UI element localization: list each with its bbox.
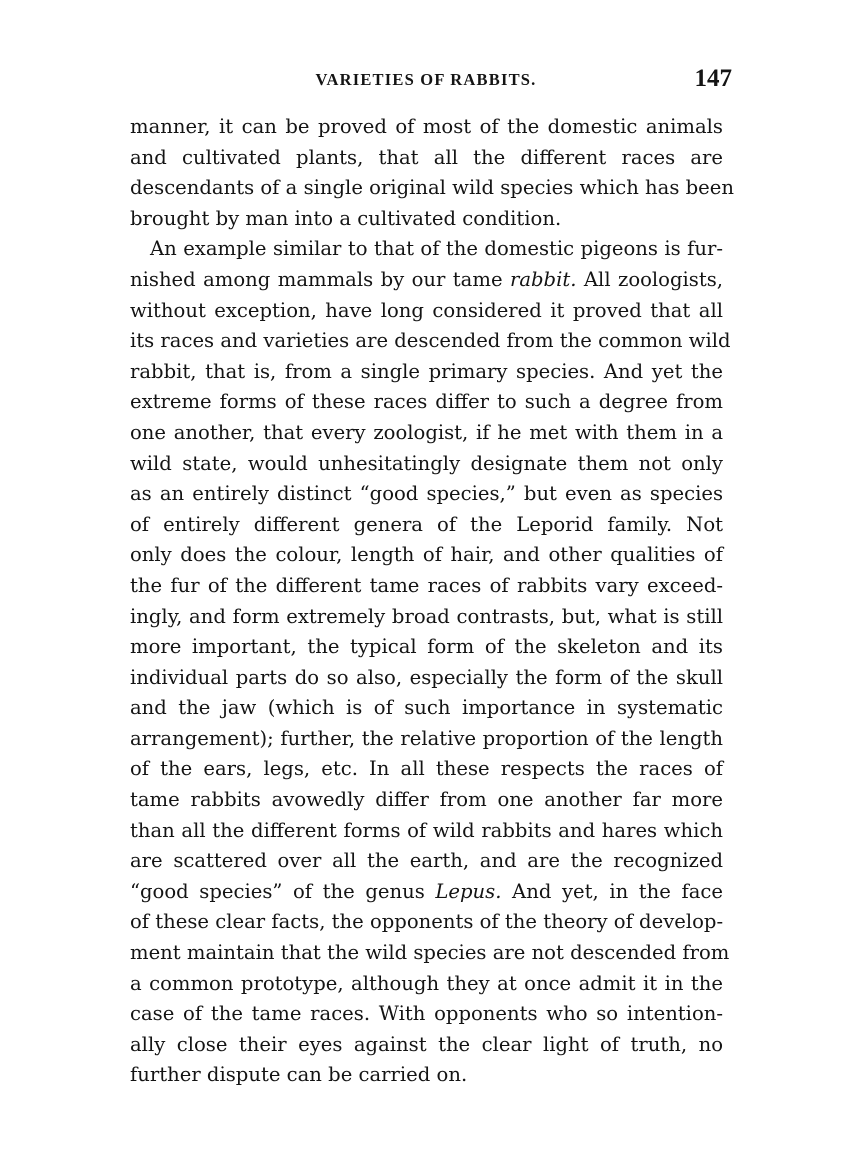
- text-line: the fur of the different tame races of rabbits vary exceed-: [130, 573, 723, 597]
- text-line: rabbit, that is, from a single primary species. And yet the: [130, 359, 723, 383]
- text-line: ment maintain that the wild species are not descended from: [130, 941, 730, 965]
- text-segment: And yet, in the face: [512, 879, 723, 903]
- text-line: as an entirely distinct “good species,” but even as species: [130, 482, 723, 506]
- text-line: are scattered over all the earth, and are the recognized: [130, 849, 723, 873]
- text-line: further dispute can be carried on.: [130, 1063, 468, 1087]
- text-line: arrangement); further, the relative proportion of the length: [130, 726, 723, 750]
- text-line: of entirely different genera of the Leporid family. Not: [130, 512, 723, 536]
- text-line: a common prototype, although they at once admit it in the: [130, 971, 723, 995]
- text-line: of the ears, legs, etc. In all these respects the races of: [130, 757, 723, 781]
- text-line: only does the colour, length of hair, and other qualities of: [130, 543, 723, 567]
- text-line: than all the different forms of wild rabbits and hares which: [130, 818, 723, 842]
- text-line: and the jaw (which is of such importance in systematic: [130, 696, 723, 720]
- italic-term-lepus: Lepus.: [435, 879, 502, 903]
- running-title: VARIETIES OF RABBITS.: [315, 70, 537, 89]
- text-line: without exception, have long considered it proved that all: [130, 298, 723, 322]
- text-line: ally close their eyes against the clear light of truth, no: [130, 1032, 723, 1056]
- text-line: wild state, would unhesitatingly designate them not only: [130, 451, 723, 475]
- text-line: one another, that every zoologist, if he met with them in a: [130, 420, 723, 444]
- body-text: [130, 112, 734, 1091]
- text-line: descendants of a single original wild species which has been: [130, 176, 734, 200]
- text-line: ingly, and form extremely broad contrasts, but, what is still: [130, 604, 723, 628]
- text-line: brought by man into a cultivated condition.: [130, 206, 562, 230]
- text-line: tame rabbits avowedly differ from one another far more: [130, 788, 723, 812]
- italic-term-rabbit: rabbit.: [509, 267, 577, 291]
- page-number: 147: [694, 65, 732, 92]
- text-segment: “good species” of the genus: [130, 879, 425, 903]
- text-segment: All zoologists,: [583, 267, 724, 291]
- text-segment: nished among mammals by our tame: [130, 267, 503, 291]
- text-line: [130, 265, 723, 296]
- text-line: case of the tame races. With opponents who so intention-: [130, 1002, 723, 1026]
- text-line: individual parts do so also, especially the form of the skull: [130, 665, 723, 689]
- text-line: more important, the typical form of the skeleton and its: [130, 635, 723, 659]
- text-line: of these clear facts, the opponents of the theory of develop-: [130, 910, 724, 934]
- text-line: and cultivated plants, that all the different races are: [130, 145, 723, 169]
- text-line: An example similar to that of the domestic pigeons is fur-: [150, 237, 723, 261]
- running-head: [120, 62, 732, 96]
- text-line: manner, it can be proved of most of the domestic animals: [130, 115, 723, 138]
- text-line: [130, 877, 723, 908]
- text-line: extreme forms of these races differ to such a degree from: [130, 390, 723, 414]
- text-line: its races and varieties are descended from the common wild: [130, 329, 731, 353]
